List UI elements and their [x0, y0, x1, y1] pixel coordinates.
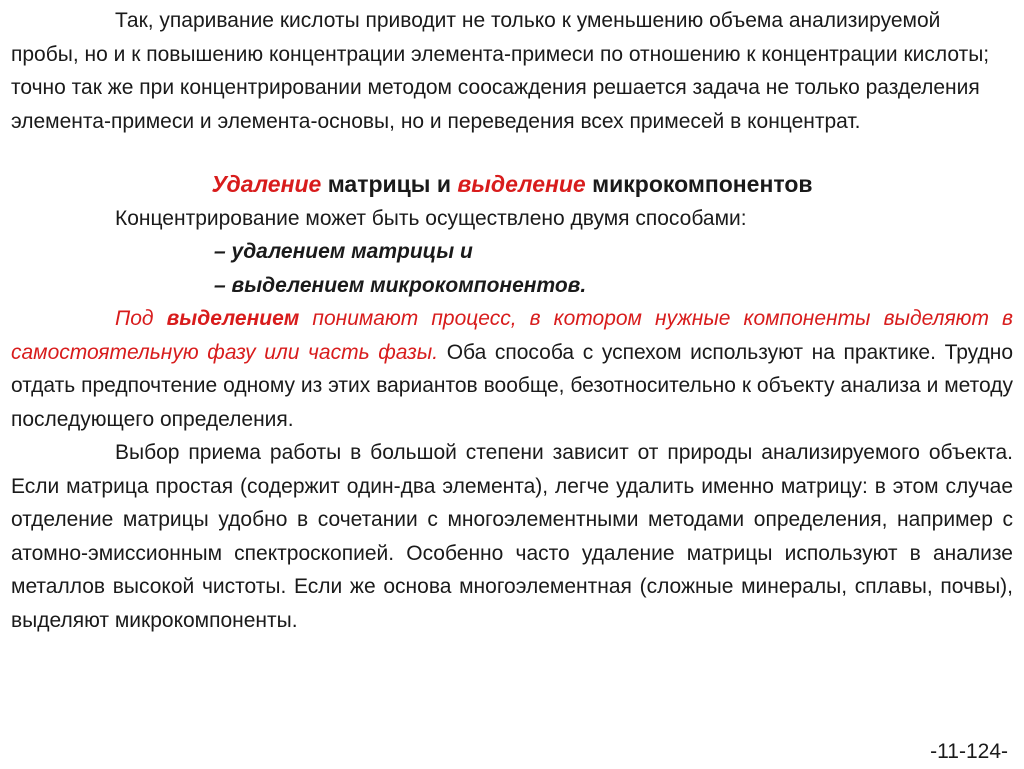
- paragraph-choice: Выбор приема работы в большой степени зависит от природы анализируемого объекта. Если матрица простая (содержит один-два элемента), легче удалить именно матрицу: в этом случае отделение матрицы удобно в сочетании с многоэлементными методами определения, например с атомно-эмиссионным спектроскопией. Особенно часто удаление матрицы используют в анализе металлов высокой чистоты. Если же основа многоэлементная (сложные минералы, сплавы, почвы), выделяют микрокомпоненты.: [11, 441, 1013, 632]
- heading-removal: Удаление: [211, 171, 322, 197]
- bullet-microcomponent-isolation: – выделением микрокомпонентов.: [214, 273, 587, 297]
- paragraph-definition: [11, 302, 1013, 436]
- definition-prefix: Под: [115, 307, 167, 330]
- definition-term: выделением: [166, 307, 300, 330]
- paragraph-two-methods: Концентрирование может быть осуществлено двумя способами:: [115, 206, 747, 230]
- heading-isolation: выделение: [457, 171, 586, 197]
- definition-rest: понимают процесс, в котором нужные компоненты выделяют в самостоятельную фазу или часть фазы.: [11, 307, 1013, 364]
- heading-microcomponents: микрокомпонентов: [585, 171, 813, 197]
- definition-tail: Оба способа с успехом используют на практике. Трудно отдать предпочтение одному из этих вариантов вообще, безотносительно к объекту анализа и методу последующего определения.: [11, 340, 1013, 431]
- section-heading: [11, 168, 1013, 202]
- page-number: -11-124-: [930, 740, 1008, 763]
- bullet-matrix-removal: – удалением матрицы и: [214, 240, 473, 263]
- paragraph-intro-evaporation: Так, упаривание кислоты приводит не только к уменьшению объема анализируемой пробы, но и к повышению концентрации элемента-примеси по отношению к концентрации кислоты; точно так же при концентрировании методом соосаждения решается задача не только разделения элемента-примеси и элемента-основы, но и переведения всех примесей в концентрат.: [11, 9, 990, 133]
- heading-matrix: матрицы и: [321, 171, 458, 197]
